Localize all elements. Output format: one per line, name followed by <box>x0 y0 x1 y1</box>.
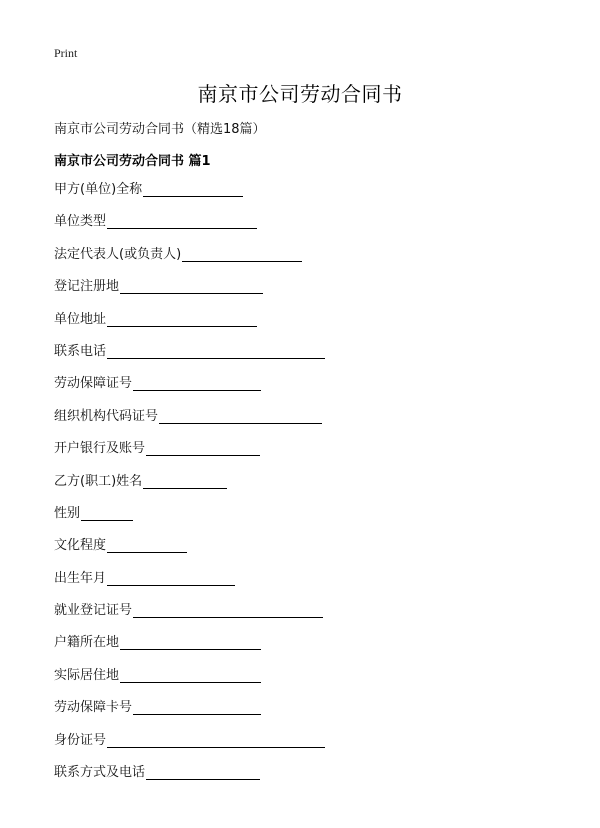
field-label: 甲方(单位)全称 <box>54 182 143 197</box>
field-row-registration-place <box>54 279 574 311</box>
blank-line <box>133 376 261 391</box>
field-row-unit-type <box>54 214 574 246</box>
field-row-actual-residence <box>54 668 574 700</box>
blank-line <box>133 700 261 715</box>
field-row-education <box>54 538 574 570</box>
blank-line <box>120 668 261 683</box>
blank-line <box>159 409 322 424</box>
field-label: 单位地址 <box>54 311 107 327</box>
blank-line <box>143 474 227 489</box>
blank-line <box>182 247 302 262</box>
field-label: 劳动保障证号 <box>54 376 133 392</box>
blank-line <box>107 733 325 748</box>
field-row-labor-security-card <box>54 700 574 732</box>
field-row-party-a-name <box>54 182 574 214</box>
field-label: 单位类型 <box>54 214 107 230</box>
field-label: 就业登记证号 <box>54 603 133 619</box>
field-label: 组织机构代码证号 <box>54 408 159 424</box>
field-label: 法定代表人(或负责人) <box>54 246 182 262</box>
field-row-id-number <box>54 733 574 765</box>
field-row-employment-registration <box>54 603 574 635</box>
blank-line <box>120 635 261 650</box>
blank-line <box>146 765 260 780</box>
print-label: Print <box>54 46 78 60</box>
blank-line <box>133 603 323 618</box>
field-row-legal-representative <box>54 247 574 279</box>
field-row-contact-phone <box>54 344 574 376</box>
field-label: 开户银行及账号 <box>54 441 146 457</box>
field-row-household-registration <box>54 635 574 667</box>
field-row-labor-security-cert <box>54 376 574 408</box>
blank-line <box>81 506 133 521</box>
field-label: 身份证号 <box>54 732 107 748</box>
field-label: 实际居住地 <box>54 667 120 683</box>
field-label: 乙方(职工)姓名 <box>54 473 143 489</box>
field-row-bank-account <box>54 441 574 473</box>
field-label: 性别 <box>54 505 81 521</box>
field-row-gender <box>54 506 574 538</box>
form-fields <box>54 182 574 797</box>
document-subtitle: 南京市公司劳动合同书（精选18篇） <box>54 122 266 137</box>
field-label: 劳动保障卡号 <box>54 700 133 716</box>
blank-line <box>120 279 263 294</box>
field-row-contact-method <box>54 765 574 797</box>
field-row-party-b-name <box>54 474 574 506</box>
field-label: 登记注册地 <box>54 279 120 295</box>
field-label: 户籍所在地 <box>54 635 120 651</box>
field-row-org-code-cert <box>54 409 574 441</box>
field-row-unit-address <box>54 312 574 344</box>
blank-line <box>107 214 257 229</box>
blank-line <box>107 538 187 553</box>
field-row-birth-date <box>54 571 574 603</box>
blank-line <box>143 182 243 197</box>
field-label: 文化程度 <box>54 538 107 554</box>
field-label: 联系电话 <box>54 343 107 359</box>
blank-line <box>107 344 325 359</box>
field-label: 出生年月 <box>54 570 107 586</box>
blank-line <box>107 312 257 327</box>
section-heading: 南京市公司劳动合同书 篇1 <box>54 154 211 169</box>
field-label: 联系方式及电话 <box>54 765 146 781</box>
blank-line <box>107 571 235 586</box>
document-title: 南京市公司劳动合同书 <box>197 82 403 106</box>
blank-line <box>146 441 260 456</box>
